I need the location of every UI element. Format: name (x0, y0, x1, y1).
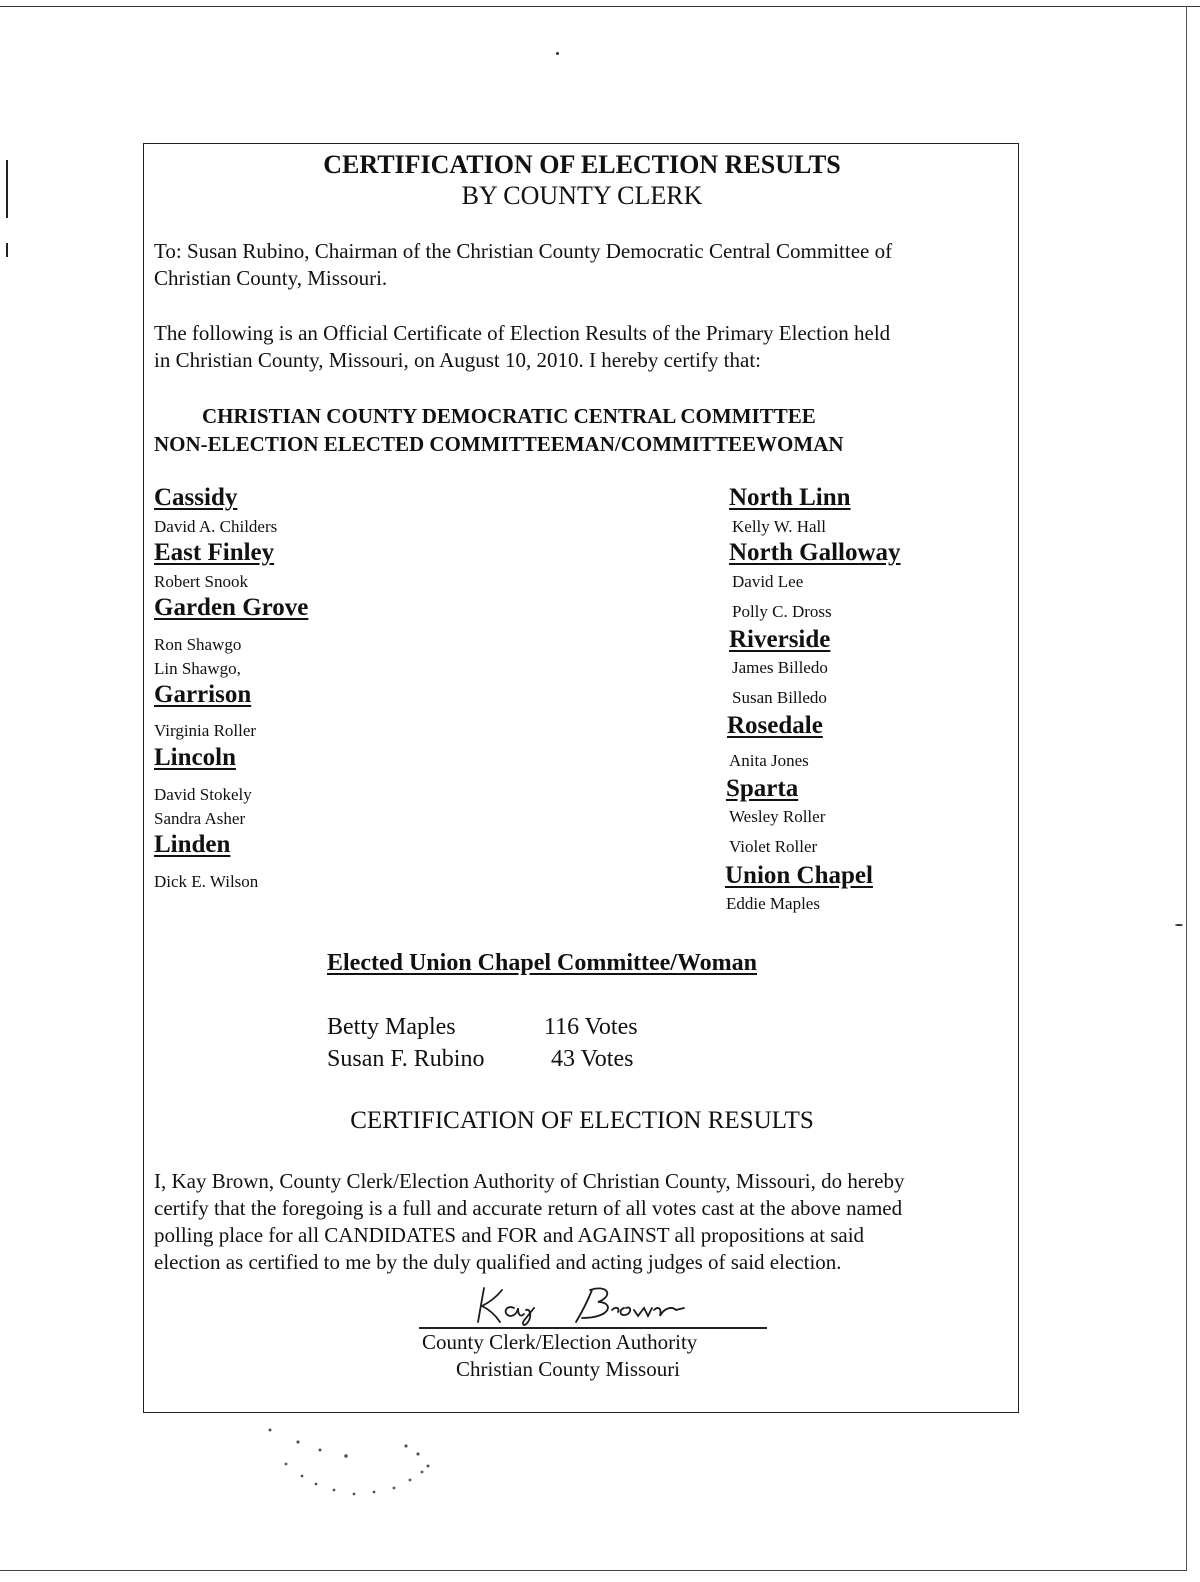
township-name: Linden (154, 831, 231, 858)
committee-member: Robert Snook (154, 572, 248, 591)
scan-border-top (0, 6, 1200, 7)
township-name: Lincoln (154, 744, 236, 771)
signature-line (419, 1327, 767, 1329)
certification-heading: CERTIFICATION OF ELECTION RESULTS (350, 1107, 814, 1134)
township-name: Garrison (154, 681, 252, 708)
embossed-seal (258, 1420, 448, 1510)
intro-line: in Christian County, Missouri, on August 10, 2010. I hereby certify that: (154, 348, 762, 372)
committee-member: Eddie Maples (726, 894, 820, 913)
vote-count: 116 Votes (544, 1014, 638, 1040)
scan-border-right (1186, 6, 1187, 1571)
certificate-subtitle: BY COUNTY CLERK (461, 181, 703, 210)
certification-line: certify that the foregoing is a full and accurate return of all votes cast at the above named (154, 1196, 903, 1220)
township-name: East Finley (154, 539, 275, 566)
certificate-frame (143, 143, 1019, 1413)
scan-speck (556, 52, 559, 55)
addressee-line: To: Susan Rubino, Chairman of the Christian County Democratic Central Committee of (154, 239, 893, 263)
township-name: Riverside (729, 626, 831, 653)
committee-member: David Stokely (154, 785, 252, 804)
township-name: North Galloway (729, 539, 901, 566)
signer-title: County Clerk/Election Authority (422, 1330, 698, 1354)
committee-member: Virginia Roller (154, 721, 257, 740)
scan-mark (6, 243, 8, 257)
certificate-title: CERTIFICATION OF ELECTION RESULTS (323, 150, 841, 179)
committee-member: Dick E. Wilson (154, 872, 259, 891)
committee-member: David A. Childers (154, 517, 278, 536)
candidate-name: Betty Maples (327, 1014, 456, 1040)
committee-subheading: NON-ELECTION ELECTED COMMITTEEMAN/COMMITTEEWOMAN (154, 432, 844, 456)
signer-county: Christian County Missouri (456, 1357, 681, 1381)
intro-line: The following is an Official Certificate of Election Results of the Primary Election held (154, 321, 891, 345)
township-name: Garden Grove (154, 594, 309, 621)
committee-member: David Lee (732, 572, 804, 591)
committee-member: Ron Shawgo (154, 635, 242, 654)
township-name: Union Chapel (725, 862, 873, 889)
certification-line: election as certified to me by the duly qualified and acting judges of said election. (154, 1250, 842, 1274)
vote-count: 43 Votes (551, 1046, 634, 1072)
committee-heading: CHRISTIAN COUNTY DEMOCRATIC CENTRAL COMMITTEE (202, 404, 816, 428)
scan-border-bottom (0, 1570, 1187, 1571)
addressee-line: Christian County, Missouri. (154, 266, 388, 290)
intro-paragraph (154, 320, 1010, 374)
committee-member: James Billedo (732, 658, 828, 677)
certification-paragraph (154, 1168, 1014, 1276)
scan-speck (1175, 924, 1183, 926)
addressee-paragraph (154, 238, 1010, 292)
township-name: Sparta (726, 775, 799, 802)
certification-line: polling place for all CANDIDATES and FOR and AGAINST all propositions at said (154, 1223, 865, 1247)
committee-member: Violet Roller (729, 837, 818, 856)
certification-line: I, Kay Brown, County Clerk/Election Authority of Christian County, Missouri, do hereby (154, 1169, 905, 1193)
handwritten-signature (462, 1282, 702, 1326)
scan-mark (6, 160, 8, 218)
committee-member: Sandra Asher (154, 809, 246, 828)
committee-member: Kelly W. Hall (732, 517, 826, 536)
township-name: Cassidy (154, 484, 238, 511)
township-name: Rosedale (727, 712, 823, 739)
committee-member: Lin Shawgo, (154, 659, 241, 678)
committee-member: Wesley Roller (729, 807, 826, 826)
elected-heading: Elected Union Chapel Committee/Woman (327, 950, 757, 976)
committee-member: Polly C. Dross (732, 602, 832, 621)
township-name: North Linn (729, 484, 851, 511)
committee-member: Susan Billedo (732, 688, 827, 707)
candidate-name: Susan F. Rubino (327, 1046, 485, 1072)
committee-member: Anita Jones (729, 751, 809, 770)
